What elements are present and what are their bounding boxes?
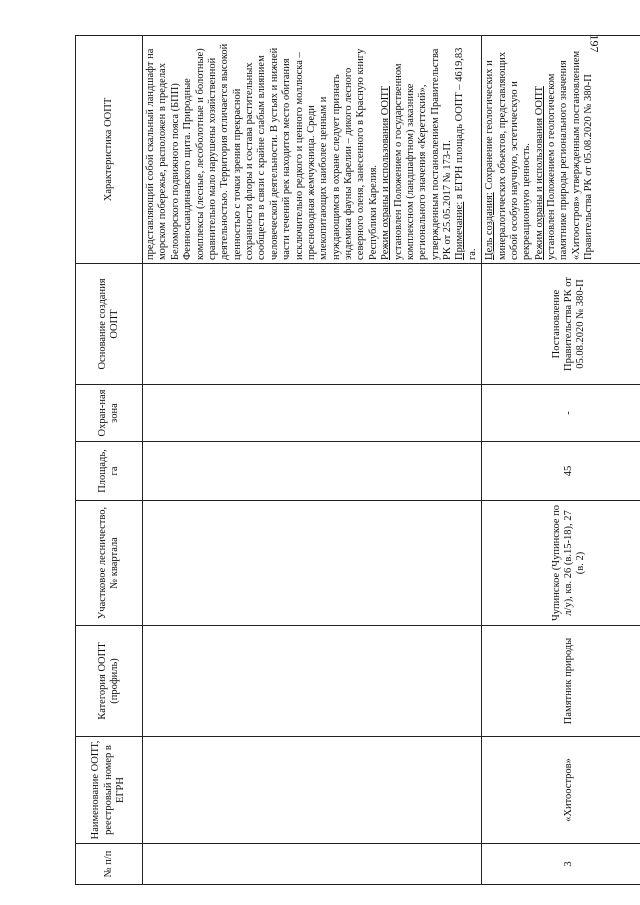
cell-num: 3 xyxy=(482,844,640,885)
cell-basis: Постановление Правительства РК от 05.08.2020 № 380-П xyxy=(482,264,640,385)
oopt-table xyxy=(75,35,640,885)
regime-label: Режим охраны и использования ООПТ xyxy=(533,86,545,260)
cell-empty xyxy=(143,626,482,737)
regime-text: установлен Положением о геологическом памятнике природы регионального значения «Хитоостров» утвержденным постановлением Правительства РК от 05.08.2020 № 380-П xyxy=(546,50,595,260)
goal-text: Сохранение геологических и минералогических объектов, представляющих собой особую научную, эстетическую и рекреационную ценность. xyxy=(484,51,533,260)
table-header-row xyxy=(76,36,143,885)
regime-text: установлен Положением о государственном комплексном (ландшафтном) заказнике регионального значения «Кереттский», утвержденным постановлением Правительства РК от 25.05.2017 № 173-П. xyxy=(392,48,453,260)
note-label: Примечание: xyxy=(454,201,466,260)
cell-empty xyxy=(143,264,482,385)
cell-empty xyxy=(143,442,482,501)
characteristic-text: представляющий собой скальный ландшафт на морском побережье, расположен в пределах Беломорского подвижного пояса (БПП) Фенноскандинавского щита. Природные комплексы (лесные, лесоболотные и болотные) сравнительно мало нарушены хозяйственной деятельностью. Территория отличается высокой ценностью с точки зрения прекрасной сохранности флоры и состава растительных сообществ в связи с крайне слабым влиянием человеческой деятельности. В устьях и нижней части течений рек находится место обитания исключительно редкого и ценного моллюска – пресноводная жемчужница. Среди млекопитающих наиболее ценным и нуждающимся в охране следует признать эндемика фауны Карелии – дикого лесного северного оленя, занесенного в Красную книгу Республики Карелия. xyxy=(145,43,379,260)
rotated-table-container xyxy=(75,35,605,885)
cell-zone: - xyxy=(482,385,640,442)
cell-category: Памятник природы xyxy=(482,626,640,737)
header-zone: Охран-ная зона xyxy=(76,385,143,442)
cell-empty xyxy=(143,385,482,442)
header-name: Наименование ООПТ, реестровый номер в ЕГРН xyxy=(76,737,143,844)
regime-paragraph xyxy=(534,39,596,260)
cell-empty xyxy=(143,737,482,844)
page-number: 197 xyxy=(587,34,602,53)
regime-paragraph xyxy=(380,39,454,260)
header-area: Площадь, га xyxy=(76,442,143,501)
cell-name: «Хитоостров» xyxy=(482,737,640,844)
cell-forestry: Чупинское (Чупинское по л/у), кв. 26 (в.15-18), 27 (в. 2) xyxy=(482,501,640,626)
goal-paragraph xyxy=(484,39,534,260)
cell-empty xyxy=(143,501,482,626)
goal-label: Цель создания: xyxy=(484,192,496,260)
table-row-continuation xyxy=(143,36,482,885)
table-row xyxy=(482,36,640,885)
header-basis: Основание создания ООПТ xyxy=(76,264,143,385)
note-paragraph xyxy=(454,39,479,260)
header-forestry: Участковое лесничество, № квартала xyxy=(76,501,143,626)
cell-area: 45 xyxy=(482,442,640,501)
cell-characteristic-continuation xyxy=(143,36,482,264)
note-text: в ЕГРН площадь ООПТ – 4619,83 га. xyxy=(454,47,478,260)
cell-characteristic xyxy=(482,36,640,264)
header-category: Категория ООПТ (профиль) xyxy=(76,626,143,737)
header-num: № п/п xyxy=(76,844,143,885)
cell-empty xyxy=(143,844,482,885)
header-characteristic: Характеристика ООПТ xyxy=(76,36,143,264)
regime-label: Режим охраны и использования ООПТ xyxy=(380,86,392,260)
